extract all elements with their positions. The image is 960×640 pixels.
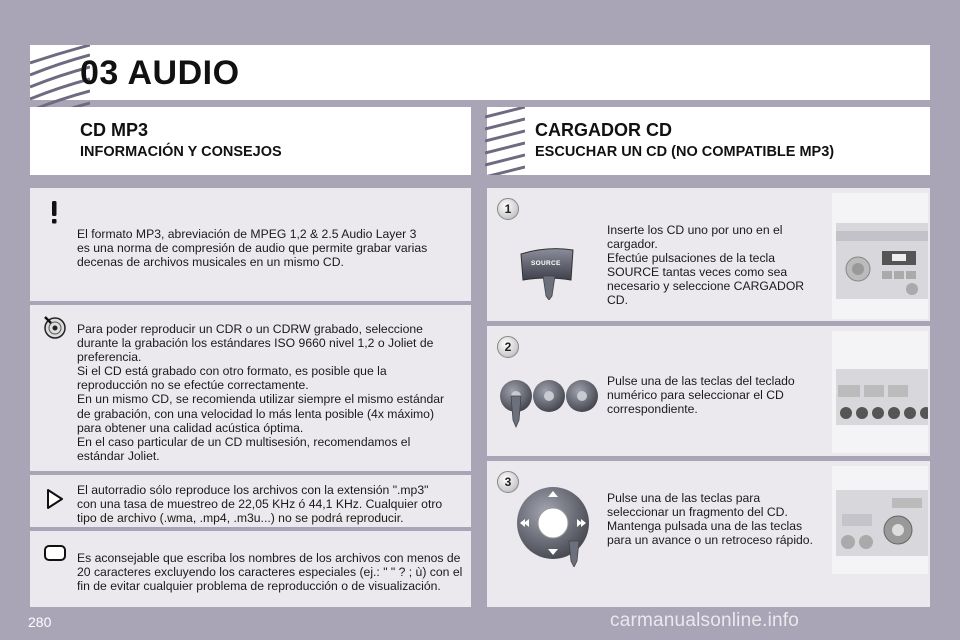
text-line: En un mismo CD, se recomienda utilizar siempre el mismo estándar <box>77 392 445 407</box>
page-number: 280 <box>28 614 52 630</box>
text-line: de grabación, con una velocidad lo más lenta posible (4x máximo) <box>77 406 435 421</box>
step-2-block <box>487 326 930 456</box>
text-line: 20 caracteres excluyendo los caracteres especiales (ej.: " " ? ; ù) con el <box>77 565 463 580</box>
text-line: CD. <box>607 293 628 308</box>
info-text <box>77 227 427 269</box>
right-section-title: CARGADOR CD <box>535 120 672 140</box>
text-line: Para poder reproducir un CDR o un CDRW grabado, seleccione <box>77 322 423 336</box>
page-title: 03 AUDIO <box>80 54 240 92</box>
source-button-illustration <box>519 246 575 300</box>
radio-front-photo <box>832 193 928 319</box>
note-icon <box>43 543 65 565</box>
text-line: numérico para seleccionar el CD <box>607 388 784 403</box>
text-line: cargador. <box>607 237 658 252</box>
text-line: necesario y seleccione CARGADOR <box>607 279 805 294</box>
text-line: tipo de archivo (.wma, .mp4, .m3u...) no se podrá reproducir. <box>77 511 404 526</box>
step-number-badge: 1 <box>497 198 519 220</box>
left-section-subtitle: INFORMACIÓN Y CONSEJOS <box>80 144 282 160</box>
text-line: SOURCE tantas veces como sea <box>607 265 788 280</box>
cd-icon <box>43 315 65 337</box>
text-line: Mantenga pulsada una de las teclas <box>607 519 803 534</box>
text-line: durante la grabación los estándares ISO 9660 nivel 1,2 o Joliet de <box>77 336 434 351</box>
numeric-keys-illustration <box>499 374 599 429</box>
text-line: fin de evitar cualquier problema de reproducción o de visualización. <box>77 579 441 594</box>
header-stripes <box>485 107 525 175</box>
play-icon <box>45 488 67 510</box>
info-block-mp3-format <box>30 188 471 301</box>
text-line: Es aconsejable que escriba los nombres de los archivos con menos de <box>77 551 461 565</box>
step-3-block <box>487 461 930 607</box>
radio-dpad-photo <box>832 466 928 574</box>
step-text <box>607 223 804 308</box>
radio-keypad-photo <box>832 331 928 453</box>
step-1-block <box>487 188 930 321</box>
text-line: decenas de archivos musicales en un mismo CD. <box>77 255 344 270</box>
info-block-filenames <box>30 531 471 607</box>
text-line: estándar Joliet. <box>77 448 160 463</box>
text-line: es una norma de compresión de audio que permite grabar varias <box>77 241 428 256</box>
text-line: Pulse una de las teclas del teclado <box>607 374 795 388</box>
text-line: Inserte los CD uno por uno en el <box>607 223 783 237</box>
text-line: preferencia. <box>77 350 142 365</box>
step-text <box>607 491 813 547</box>
step-number-badge: 3 <box>497 471 519 493</box>
info-block-extensions <box>30 475 471 527</box>
watermark: carmanualsonline.info <box>610 610 800 631</box>
step-text <box>607 374 795 416</box>
text-line: Si el CD está grabado con otro formato, es posible que la <box>77 364 387 379</box>
text-line: Pulse una de las teclas para <box>607 491 761 505</box>
text-line: para obtener una calidad acústica óptima. <box>77 420 304 435</box>
text-line: para un avance o un retroceso rápido. <box>607 533 813 548</box>
text-line: En el caso particular de un CD multisesión, recomendamos el <box>77 434 411 449</box>
right-section-subtitle: ESCUCHAR UN CD (NO COMPATIBLE MP3) <box>535 144 835 160</box>
left-section-title: CD MP3 <box>80 120 149 140</box>
left-section-header <box>30 107 471 175</box>
exclamation-icon <box>43 200 65 222</box>
right-section-header <box>487 107 930 175</box>
text-line: con una tasa de muestreo de 22,05 KHz ó 44,1 KHz. Cualquier otro <box>77 497 443 512</box>
text-line: reproducción no se efectúe correctamente. <box>77 378 309 393</box>
dpad-illustration <box>515 483 595 567</box>
info-text <box>77 483 442 525</box>
text-line: El autorradio sólo reproduce los archivos con la extensión ".mp3" <box>77 483 429 497</box>
info-text <box>77 551 462 593</box>
source-button-label: SOURCE <box>531 260 561 267</box>
text-line: correspondiente. <box>607 402 698 417</box>
text-line: El formato MP3, abreviación de MPEG 1,2 & 2.5 Audio Layer 3 <box>77 227 417 241</box>
info-text <box>77 322 444 463</box>
info-block-cd-standards <box>30 305 471 471</box>
text-line: Efectúe pulsaciones de la tecla <box>607 251 776 266</box>
text-line: seleccionar un fragmento del CD. <box>607 505 788 520</box>
step-number-badge: 2 <box>497 336 519 358</box>
